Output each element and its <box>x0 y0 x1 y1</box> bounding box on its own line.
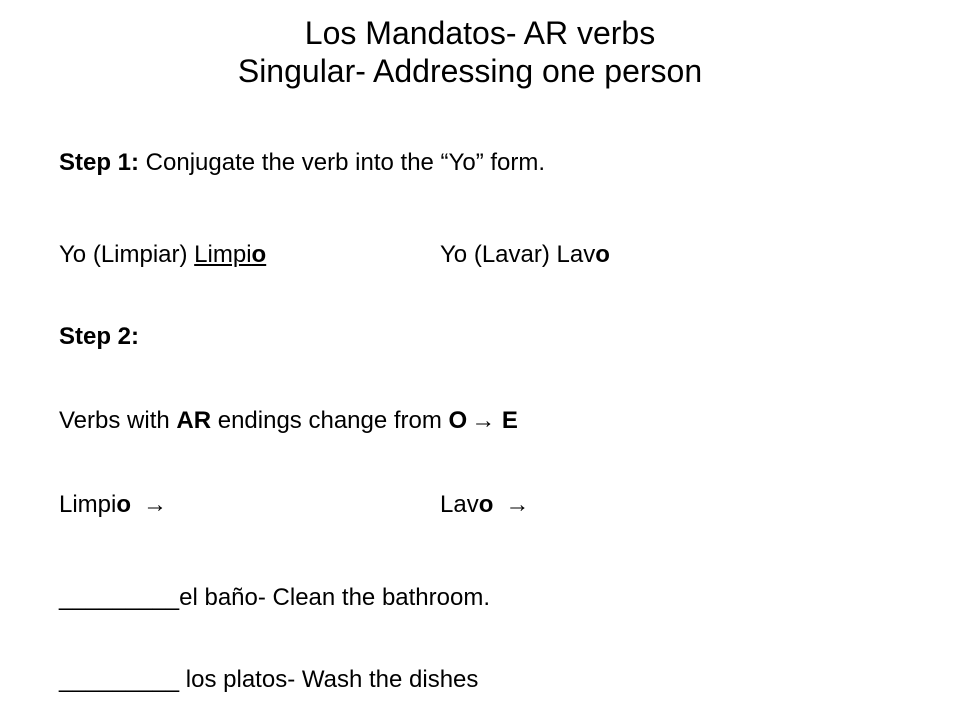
example-limpiar-answer <box>194 241 266 268</box>
rule-line <box>59 406 518 436</box>
example-limpiar-prefix: Yo (Limpiar) <box>59 241 195 268</box>
rule-text-b: endings change from <box>211 407 449 434</box>
slide-title <box>0 14 960 90</box>
exercise-1-blank: _________ <box>59 584 180 611</box>
example-lavo-ending: o <box>478 491 494 518</box>
example-limpio-ending: o <box>116 491 132 518</box>
exercise-2 <box>59 665 478 695</box>
step-2-label: Step 2: <box>59 323 140 350</box>
example-limpio-stem: Limpi <box>59 491 117 518</box>
rule-e: E <box>495 407 518 434</box>
example-lavo-stem: Lav <box>440 491 479 518</box>
step-1-line <box>59 148 545 178</box>
example-lavar <box>440 240 610 270</box>
exercise-2-text: los platos- Wash the dishes <box>179 666 479 693</box>
example-lavo <box>440 490 529 520</box>
step-2-line <box>59 322 139 352</box>
arrow-right-icon: → <box>143 491 168 518</box>
example-lavar-ending: o <box>595 241 610 268</box>
title-line-2: Singular- Addressing one person <box>237 53 703 89</box>
example-limpiar <box>59 240 266 270</box>
title-line-1: Los Mandatos- AR verbs <box>304 15 656 51</box>
step-1-label: Step 1: <box>59 149 140 176</box>
exercise-1-text: el baño- Clean the bathroom. <box>179 584 491 611</box>
arrow-right-icon: → <box>505 491 530 518</box>
exercise-1 <box>59 583 490 613</box>
example-limpiar-stem: Limpi <box>194 241 252 268</box>
step-1-text: Conjugate the verb into the “Yo” form. <box>139 149 546 176</box>
rule-ar: AR <box>176 407 212 434</box>
exercise-2-blank: _________ <box>59 666 180 693</box>
rule-text-a: Verbs with <box>59 407 177 434</box>
arrow-right-icon: → <box>471 407 496 434</box>
example-limpiar-ending: o <box>251 241 267 268</box>
example-lavar-prefix: Yo (Lavar) Lav <box>440 241 596 268</box>
example-limpio <box>59 490 167 520</box>
rule-o: O <box>448 407 468 434</box>
